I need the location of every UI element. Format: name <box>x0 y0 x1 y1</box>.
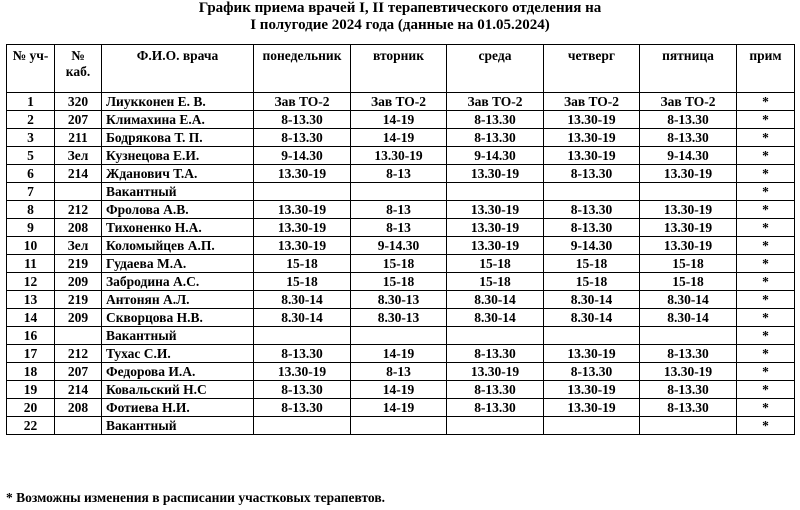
room-cell: 320 <box>55 93 102 111</box>
monday-cell: 13.30-19 <box>254 363 351 381</box>
header-doctor-name: Ф.И.О. врача <box>102 45 254 93</box>
friday-cell: 8-13.30 <box>640 381 737 399</box>
district-cell: 16 <box>7 327 55 345</box>
wednesday-cell: 15-18 <box>447 273 544 291</box>
thursday-cell: 13.30-19 <box>544 345 640 363</box>
doctor-name-cell: Скворцова Н.В. <box>102 309 254 327</box>
room-cell: 212 <box>55 345 102 363</box>
monday-cell: 8.30-14 <box>254 309 351 327</box>
thursday-cell: 15-18 <box>544 273 640 291</box>
monday-cell: 8-13.30 <box>254 381 351 399</box>
table-row <box>7 147 795 165</box>
district-cell: 18 <box>7 363 55 381</box>
tuesday-cell: 8.30-13 <box>351 309 447 327</box>
district-cell: 8 <box>7 201 55 219</box>
tuesday-cell: 14-19 <box>351 345 447 363</box>
tuesday-cell: 8.30-13 <box>351 291 447 309</box>
note-cell: * <box>737 201 795 219</box>
friday-cell: 15-18 <box>640 255 737 273</box>
district-cell: 20 <box>7 399 55 417</box>
note-cell: * <box>737 147 795 165</box>
room-cell <box>55 417 102 435</box>
tuesday-cell: 14-19 <box>351 129 447 147</box>
doctor-name-cell: Бодрякова Т. П. <box>102 129 254 147</box>
district-cell: 2 <box>7 111 55 129</box>
friday-cell <box>640 183 737 201</box>
thursday-cell: 13.30-19 <box>544 129 640 147</box>
wednesday-cell: 8-13.30 <box>447 381 544 399</box>
district-cell: 1 <box>7 93 55 111</box>
footnote: * Возможны изменения в расписании участковых терапевтов. <box>6 490 385 505</box>
title-line-1: График приема врачей I, II терапевтического отделения на <box>198 0 602 16</box>
wednesday-cell <box>447 183 544 201</box>
wednesday-cell: Зав ТО-2 <box>447 93 544 111</box>
friday-cell: 9-14.30 <box>640 147 737 165</box>
room-cell: Зел <box>55 237 102 255</box>
doctor-name-cell: Вакантный <box>102 327 254 345</box>
wednesday-cell: 8-13.30 <box>447 399 544 417</box>
friday-cell <box>640 327 737 345</box>
doctor-name-cell: Антонян А.Л. <box>102 291 254 309</box>
wednesday-cell: 8-13.30 <box>447 129 544 147</box>
thursday-cell: 8-13.30 <box>544 219 640 237</box>
header-wednesday: среда <box>447 45 544 93</box>
tuesday-cell <box>351 183 447 201</box>
table-row <box>7 381 795 399</box>
monday-cell: 15-18 <box>254 255 351 273</box>
table-row <box>7 219 795 237</box>
monday-cell <box>254 417 351 435</box>
tuesday-cell: Зав ТО-2 <box>351 93 447 111</box>
doctor-name-cell: Фотиева Н.И. <box>102 399 254 417</box>
note-cell: * <box>737 345 795 363</box>
tuesday-cell: 8-13 <box>351 363 447 381</box>
friday-cell: 8-13.30 <box>640 129 737 147</box>
doctor-name-cell: Жданович Т.А. <box>102 165 254 183</box>
schedule-table <box>6 44 795 435</box>
table-row <box>7 291 795 309</box>
header-tuesday: вторник <box>351 45 447 93</box>
table-row <box>7 273 795 291</box>
district-cell: 13 <box>7 291 55 309</box>
header-friday: пятница <box>640 45 737 93</box>
friday-cell: Зав ТО-2 <box>640 93 737 111</box>
monday-cell: 9-14.30 <box>254 147 351 165</box>
note-cell: * <box>737 183 795 201</box>
friday-cell: 8-13.30 <box>640 399 737 417</box>
district-cell: 9 <box>7 219 55 237</box>
district-cell: 22 <box>7 417 55 435</box>
district-cell: 11 <box>7 255 55 273</box>
table-row <box>7 111 795 129</box>
room-cell: 207 <box>55 111 102 129</box>
room-cell: 219 <box>55 291 102 309</box>
header-thursday: четверг <box>544 45 640 93</box>
note-cell: * <box>737 291 795 309</box>
header-note: прим <box>737 45 795 93</box>
monday-cell: 8-13.30 <box>254 345 351 363</box>
doctor-name-cell: Тихоненко Н.А. <box>102 219 254 237</box>
friday-cell: 8.30-14 <box>640 309 737 327</box>
monday-cell: 15-18 <box>254 273 351 291</box>
thursday-cell: 9-14.30 <box>544 237 640 255</box>
doctor-name-cell: Вакантный <box>102 183 254 201</box>
friday-cell: 13.30-19 <box>640 201 737 219</box>
doctor-name-cell: Фролова А.В. <box>102 201 254 219</box>
district-cell: 7 <box>7 183 55 201</box>
thursday-cell: Зав ТО-2 <box>544 93 640 111</box>
room-cell: 207 <box>55 363 102 381</box>
friday-cell: 13.30-19 <box>640 237 737 255</box>
note-cell: * <box>737 237 795 255</box>
room-cell: 209 <box>55 273 102 291</box>
tuesday-cell: 14-19 <box>351 399 447 417</box>
friday-cell: 13.30-19 <box>640 219 737 237</box>
doctor-name-cell: Тухас С.И. <box>102 345 254 363</box>
room-cell: 212 <box>55 201 102 219</box>
thursday-cell: 8-13.30 <box>544 201 640 219</box>
friday-cell: 8-13.30 <box>640 345 737 363</box>
doctor-name-cell: Лиукконен Е. В. <box>102 93 254 111</box>
table-row <box>7 93 795 111</box>
header-district: № уч- <box>7 45 55 93</box>
doctor-name-cell: Коломыйцев А.П. <box>102 237 254 255</box>
district-cell: 10 <box>7 237 55 255</box>
thursday-cell: 8.30-14 <box>544 291 640 309</box>
tuesday-cell: 14-19 <box>351 381 447 399</box>
friday-cell: 15-18 <box>640 273 737 291</box>
monday-cell: 8-13.30 <box>254 111 351 129</box>
title-line-2: I полугодие 2024 года (данные на 01.05.2024) <box>250 17 550 33</box>
friday-cell: 8-13.30 <box>640 111 737 129</box>
district-cell: 17 <box>7 345 55 363</box>
wednesday-cell <box>447 417 544 435</box>
tuesday-cell <box>351 327 447 345</box>
room-cell: 214 <box>55 381 102 399</box>
doctor-name-cell: Федорова И.А. <box>102 363 254 381</box>
tuesday-cell: 14-19 <box>351 111 447 129</box>
tuesday-cell: 15-18 <box>351 273 447 291</box>
note-cell: * <box>737 399 795 417</box>
wednesday-cell: 8-13.30 <box>447 111 544 129</box>
district-cell: 5 <box>7 147 55 165</box>
note-cell: * <box>737 363 795 381</box>
wednesday-cell: 13.30-19 <box>447 201 544 219</box>
friday-cell: 8.30-14 <box>640 291 737 309</box>
table-row <box>7 201 795 219</box>
room-cell: 214 <box>55 165 102 183</box>
room-cell: 211 <box>55 129 102 147</box>
monday-cell: 13.30-19 <box>254 201 351 219</box>
thursday-cell: 13.30-19 <box>544 111 640 129</box>
note-cell: * <box>737 327 795 345</box>
wednesday-cell <box>447 327 544 345</box>
thursday-cell <box>544 183 640 201</box>
tuesday-cell: 13.30-19 <box>351 147 447 165</box>
thursday-cell: 8.30-14 <box>544 309 640 327</box>
table-row <box>7 417 795 435</box>
tuesday-cell: 9-14.30 <box>351 237 447 255</box>
thursday-cell <box>544 327 640 345</box>
district-cell: 6 <box>7 165 55 183</box>
tuesday-cell <box>351 417 447 435</box>
note-cell: * <box>737 381 795 399</box>
doctor-name-cell: Вакантный <box>102 417 254 435</box>
thursday-cell: 8-13.30 <box>544 165 640 183</box>
doctor-name-cell: Гудаева М.А. <box>102 255 254 273</box>
wednesday-cell: 8-13.30 <box>447 345 544 363</box>
table-row <box>7 255 795 273</box>
wednesday-cell: 13.30-19 <box>447 237 544 255</box>
note-cell: * <box>737 165 795 183</box>
thursday-cell: 13.30-19 <box>544 381 640 399</box>
friday-cell: 13.30-19 <box>640 363 737 381</box>
table-row <box>7 327 795 345</box>
doctor-name-cell: Климахина Е.А. <box>102 111 254 129</box>
note-cell: * <box>737 417 795 435</box>
room-cell: Зел <box>55 147 102 165</box>
doctor-name-cell: Забродина А.С. <box>102 273 254 291</box>
table-row <box>7 309 795 327</box>
room-cell <box>55 327 102 345</box>
note-cell: * <box>737 129 795 147</box>
wednesday-cell: 13.30-19 <box>447 165 544 183</box>
wednesday-cell: 8.30-14 <box>447 309 544 327</box>
note-cell: * <box>737 93 795 111</box>
monday-cell: 13.30-19 <box>254 237 351 255</box>
note-cell: * <box>737 273 795 291</box>
table-row <box>7 363 795 381</box>
doctor-name-cell: Ковальский Н.С <box>102 381 254 399</box>
table-row <box>7 129 795 147</box>
room-cell: 208 <box>55 399 102 417</box>
note-cell: * <box>737 309 795 327</box>
note-cell: * <box>737 219 795 237</box>
monday-cell: Зав ТО-2 <box>254 93 351 111</box>
monday-cell: 8.30-14 <box>254 291 351 309</box>
monday-cell: 13.30-19 <box>254 219 351 237</box>
thursday-cell: 13.30-19 <box>544 147 640 165</box>
thursday-cell <box>544 417 640 435</box>
header-room: № каб. <box>55 45 102 93</box>
document-title <box>0 0 800 34</box>
wednesday-cell: 8.30-14 <box>447 291 544 309</box>
monday-cell: 8-13.30 <box>254 129 351 147</box>
table-row <box>7 237 795 255</box>
doctor-name-cell: Кузнецова Е.И. <box>102 147 254 165</box>
header-monday: понедельник <box>254 45 351 93</box>
table-row <box>7 345 795 363</box>
monday-cell <box>254 183 351 201</box>
room-cell: 209 <box>55 309 102 327</box>
district-cell: 19 <box>7 381 55 399</box>
monday-cell: 8-13.30 <box>254 399 351 417</box>
district-cell: 12 <box>7 273 55 291</box>
note-cell: * <box>737 111 795 129</box>
tuesday-cell: 8-13 <box>351 201 447 219</box>
wednesday-cell: 13.30-19 <box>447 363 544 381</box>
tuesday-cell: 8-13 <box>351 165 447 183</box>
thursday-cell: 15-18 <box>544 255 640 273</box>
header-row <box>7 45 795 93</box>
friday-cell <box>640 417 737 435</box>
note-cell: * <box>737 255 795 273</box>
monday-cell <box>254 327 351 345</box>
table-row <box>7 165 795 183</box>
thursday-cell: 13.30-19 <box>544 399 640 417</box>
district-cell: 14 <box>7 309 55 327</box>
wednesday-cell: 13.30-19 <box>447 219 544 237</box>
monday-cell: 13.30-19 <box>254 165 351 183</box>
thursday-cell: 8-13.30 <box>544 363 640 381</box>
wednesday-cell: 9-14.30 <box>447 147 544 165</box>
table-row <box>7 399 795 417</box>
wednesday-cell: 15-18 <box>447 255 544 273</box>
table-row <box>7 183 795 201</box>
friday-cell: 13.30-19 <box>640 165 737 183</box>
tuesday-cell: 15-18 <box>351 255 447 273</box>
district-cell: 3 <box>7 129 55 147</box>
room-cell <box>55 183 102 201</box>
room-cell: 219 <box>55 255 102 273</box>
tuesday-cell: 8-13 <box>351 219 447 237</box>
room-cell: 208 <box>55 219 102 237</box>
